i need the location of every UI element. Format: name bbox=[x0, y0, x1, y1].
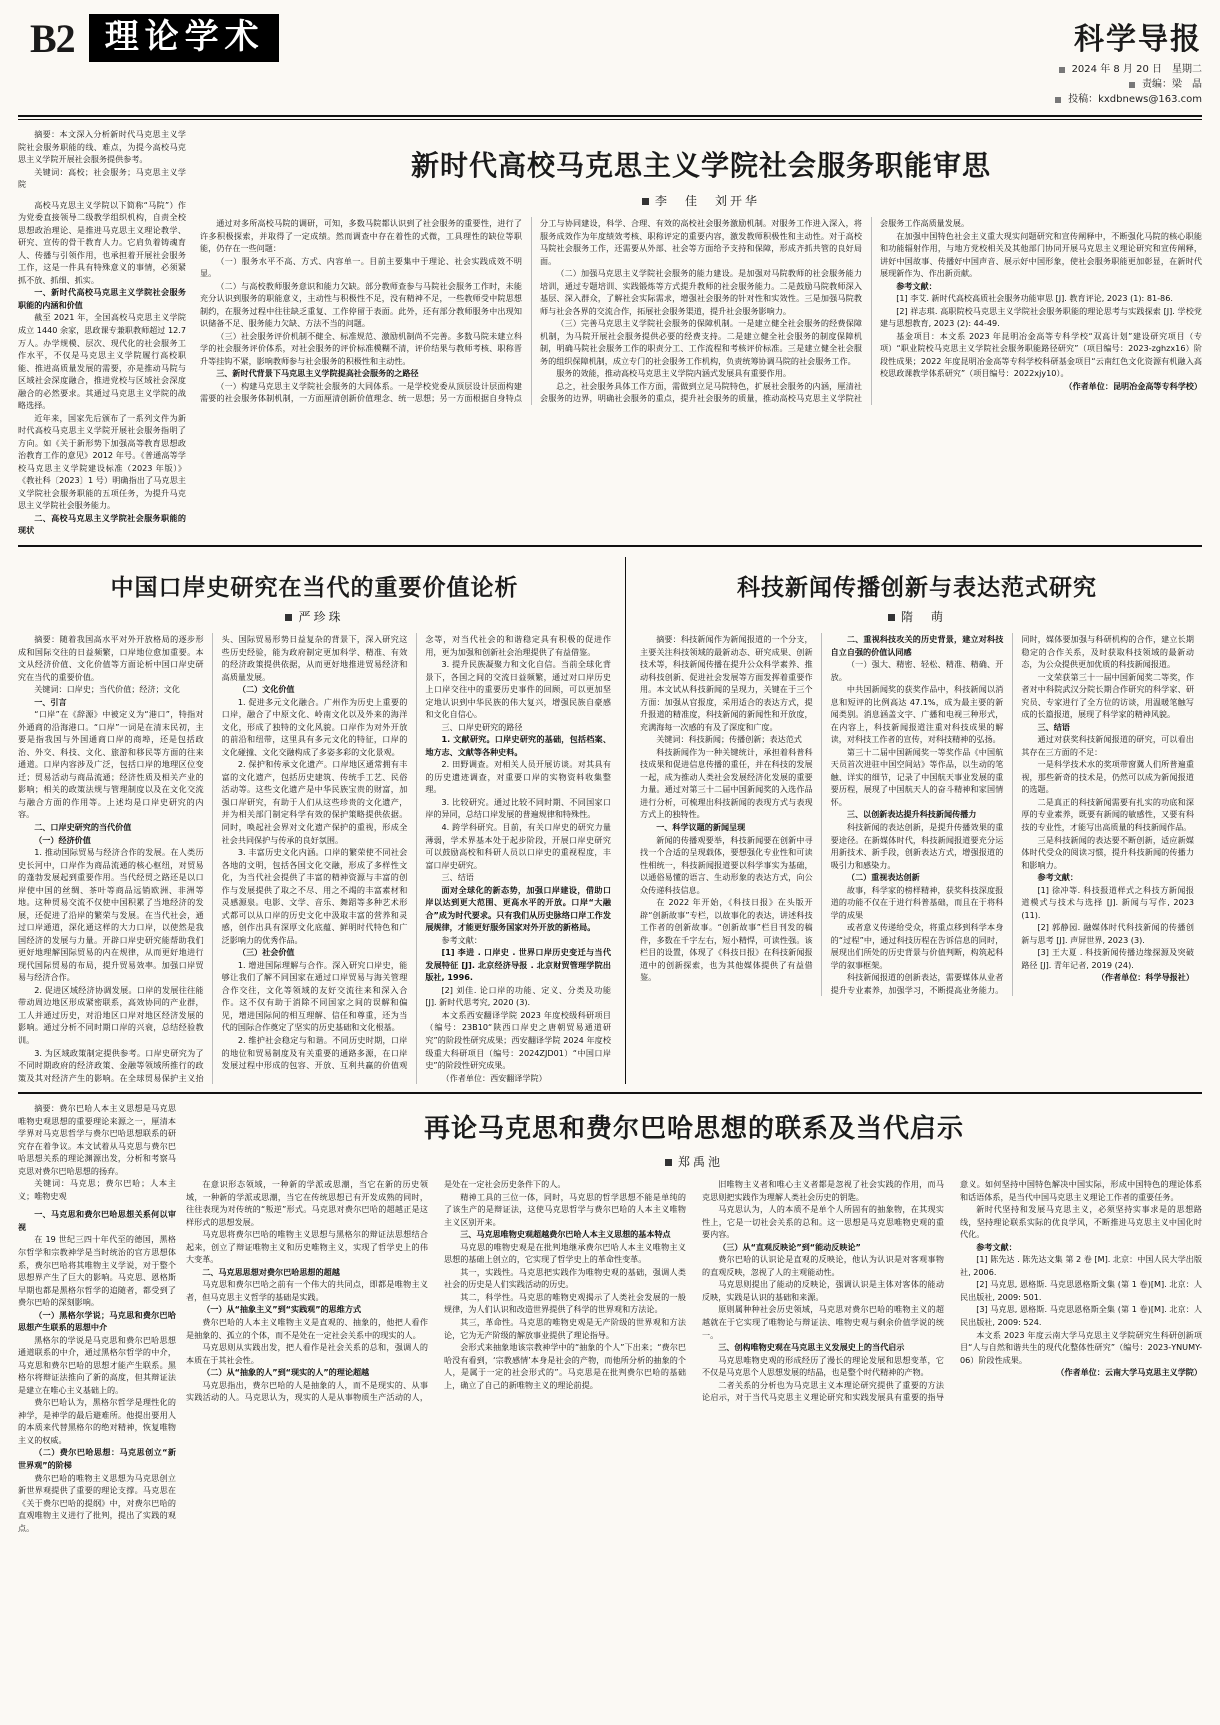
article-2-s12: 1. 增进国际理解与合作。深入研究口岸史，能够让我们了解不同国家在通过口岸贸易与海关管理合作交往，文化等领域的友好交流往来和深入合作。这不仅有助于消除不同国家之间的误解和偏见，增进国际间的相互理解、信任和尊重，还为当代的国际合作奠定了坚实的历史基础和文化根基。 bbox=[221, 959, 408, 1033]
article-1-c4-p1: 服务的效能，推动高校马克思主义学院内涵式发展具有重要作用。 bbox=[556, 368, 791, 379]
article-4-r1: 三、马克思唯物史观超越费尔巴哈人本主义思想的基本特点 bbox=[460, 1229, 671, 1240]
article-3-p2: 新闻的传播观要举，科技新闻要在创新中寻找一个合适的呈现载体，要想强化专业性和可读性相统一，科技新闻报道要以科学事实为基础，以通俗易懂的语言、生动形象的表达方式，向公众传递科技信息。 bbox=[640, 834, 813, 895]
article-2-abstract: 摘要：随着我国高水平对外开放格局的逐步形成和国际交往的日益频繁，口岸地位愈加重要。本文从经济价值、文化价值等方面论析中国口岸史研究在当代的重要价值。 bbox=[18, 634, 204, 682]
article-1-c3-p2: （二）加强马克思主义学院社会服务的能力建设。是加强对马院教师的社会服务能力培训，通过专题培训、实践锻炼等方式提升教师的社会服务能力。二是鼓励马院教师深入基层、深入群众，了解社会实际需求，增强社会服务的针对性和实效性。三是加强马院教师与社会各界的交流合作，拓展社会服务渠道，提升社会服务影响力。 bbox=[540, 268, 862, 316]
article-3-refs-head: 参考文献： bbox=[1037, 872, 1078, 883]
article-4-ref-2: [2] 马克思, 恩格斯. 马克思恩格斯文集 (第 1 卷)[M]. 北京：人民出版社, 2009: 501. bbox=[960, 1279, 1202, 1302]
article-4-s2: （一）黑格尔学说；马克思和费尔巴哈思想产生联系的思想中介 bbox=[18, 1309, 176, 1333]
article-2-s6: 3. 为区域政策制定提供参考。口岸史研究为了不同时期政府的经济政策、金融等领域所推行的政策及其对经济产生的影响。在全球贸易保护主义抬头、国际贸易形势日益复杂的背景下，深入研究这些历史经验，能为政府制定更加科学、精准、有效的经济政策提供依据，从而更好地推进贸易经济和高质量发展。 bbox=[18, 634, 408, 1083]
article-3-p3: 在 2022 年开始，《科技日报》在头版开辟“创新故事”专栏，以故事化的表达，讲述科技工作者的创新故事。“创新故事”栏目刊发的稿件，多数在千字左右，短小精悍，可读性强。该栏目的设置，体现了《科技日报》在科技新闻报道中的创新探索，也为其他媒体提供了有益借鉴。 bbox=[640, 897, 813, 983]
article-2-s20: 三、结语 bbox=[441, 872, 474, 883]
article-1-c2-p1: 通过对多所高校马院的调研，可知，多数马院都认识到了社会服务的重要性，进行了许多积极探索，并取得了一定成绩。然而调查中存在着性的式微，工具理性的缺位等职能，仍存在一些问题： bbox=[200, 218, 522, 254]
article-3 bbox=[625, 557, 1194, 1084]
editor-line: 责编：梁 晶 bbox=[1142, 79, 1202, 90]
article-2-s22: 参考文献： bbox=[441, 934, 482, 945]
article-1-main bbox=[200, 128, 1202, 537]
bullet-icon bbox=[1055, 97, 1061, 103]
article-4-abstract: 摘要：费尔巴哈人本主义思想是马克思唯物史观思想的重要理论来源之一，厘清本学界对马克思哲学与费尔巴哈思想联系的研究存在着争议。本文试着从马克思与费尔巴哈思想关系的理论渊源出发，分析和考察马克思对费尔巴哈思想的扬弃。 bbox=[18, 1103, 176, 1176]
article-2-s1: “口岸”在《辞源》中被定义为“港口”，特指对外通商的沿海港口。“口岸”一词是在清末民初，主要是指我国与外国通商口岸的商埠，还是包括政治、外交、科技、文化、旅游和移民等方面的往来通道。口岸内容涉及广泛，包括口岸的地理区位变迁；贸易活动与商品流通；经济性质及相关产业的影响；相关的政策法规与管理制度以及在文化交流与融合方面的作用等。上述均是口岸史研究的内容。 bbox=[18, 709, 204, 820]
article-1-title: 新时代高校马克思主义学院社会服务职能审思 bbox=[410, 151, 991, 182]
article-3-p4: 二、重视科技攻关的历史背景，建立对科技自立自强的价值认同感 bbox=[830, 634, 1004, 657]
article-3-ref-1: [1] 徐冲等. 科技报道样式之科技方新闻报道模式与技术与选择 [J]. 新闻与写作, 2023 (11). bbox=[1021, 884, 1194, 920]
article-3-author: 隋 萌 bbox=[900, 610, 946, 624]
article-1-c4-p2: 总之，社会服务具体工作方面，需做到立足马院特色，扩展社会服务的内涵，厘清社会服务的边界，明确社会服务的重点，提升社会服务的质量，推动高校马克思主义学院社会服务工作高质量发展。 bbox=[540, 218, 970, 404]
article-4-t4: 新时代坚持和发展马克思主义，必须坚持实事求是的思想路线，坚持理论联系实际的优良学风，不断推进马克思主义中国化时代化。 bbox=[960, 1204, 1202, 1240]
article-3-title: 科技新闻传播创新与表达范式研究 bbox=[737, 575, 1097, 600]
divider-1 bbox=[18, 545, 1202, 547]
article-4-body bbox=[186, 1178, 1202, 1404]
middle-row bbox=[18, 557, 1202, 1084]
article-2-ref-1: [2] 刘佳. 论口岸的功能、定义、分类及功能 [J]. 新时代思考究, 2020 (3). bbox=[425, 984, 611, 1008]
article-4-s7: 在意识形态领域，一种新的学派或思潮，当它在新的历史领域，一种新的学派或思潮，当它在传统思想已有开发成熟的同时，往往表现为对传统的“叛逆”形式。马克思对费尔巴哈的超越正是这样形式的思想发展。 bbox=[186, 1179, 428, 1227]
masthead bbox=[18, 14, 1202, 111]
article-4-s0: 一、马克思和费尔巴哈思想关系何以审视 bbox=[18, 1209, 176, 1232]
article-2-keywords: 关键词：口岸史；当代价值；经济；文化 bbox=[34, 684, 180, 695]
page-number: B2 bbox=[30, 15, 75, 61]
article-2-s19: 4. 跨学科研究。目前，有关口岸史的研究力量薄弱，学术界基本处于起步阶段，开展口岸史研究可以鼓励高校和科研人员以口岸史的重视程度，丰富口岸史研究。 bbox=[425, 821, 611, 870]
article-1-author: 李 佳 刘开华 bbox=[654, 194, 760, 208]
article-3-credit: （作者单位：科学导报社） bbox=[1096, 972, 1194, 983]
paper-name: 科学导报 bbox=[1074, 23, 1202, 56]
article-4-keywords: 关键词：马克思；费尔巴哈；人本主义；唯物史观 bbox=[18, 1178, 176, 1201]
masthead-right bbox=[1055, 14, 1202, 107]
section-title: 理论学术 bbox=[89, 14, 279, 62]
article-4-r11: 马克思则提出了能动的反映论，强调认识是主体对客体的能动反映，实践是认识的基础和来源。 bbox=[702, 1279, 944, 1302]
article-3-r7: 三是科技新闻的表达要不断创新，适应新媒体时代受众的阅读习惯，提升科技新闻的传播力和影响力。 bbox=[1021, 834, 1194, 870]
article-4-t1: 三、创构唯物史观在马克思主义发展史上的当代启示 bbox=[718, 1342, 905, 1353]
article-1-h2: 二、高校马克思主义学院社会服务职能的现状 bbox=[18, 512, 186, 536]
byline-mark-icon bbox=[888, 614, 895, 621]
article-4-s5: （二）费尔巴哈思想：马克思创立“新世界观”的阶梯 bbox=[18, 1447, 176, 1470]
article-2-s14: 3. 提升民族凝聚力和文化自信。当前全球化背景下，各国之间的交流日益频繁，通过对口岸历史上口岸交往中的重要历史事件的回顾，可以更加坚定地认识到中华民族的伟大复兴，增强民族自豪感和文化自信心。 bbox=[425, 659, 611, 720]
article-3-byline bbox=[640, 608, 1194, 625]
article-1-body bbox=[200, 217, 1202, 405]
article-2-s9: 2. 保护和传承文化遗产。口岸地区通常拥有丰富的文化遗产，包括历史建筑、传统手工艺、民俗活动等。这些文化遗产是中华民族宝贵的财富，加强口岸研究，有助于人们从这些珍贵的文化遗产，并为相关部门制定科学有效的保护策略提供依据。同时，唤起社会界对文化遗产保护的重视，形成全社会共同保护与传承的良好氛围。 bbox=[221, 759, 408, 845]
article-4-r8: 马克思认为，人的本质不是单个人所固有的抽象物，在其现实性上，它是一切社会关系的总和。这一思想是马克思唯物史观的重要内容。 bbox=[702, 1204, 944, 1240]
article-1-p3: 近年来，国家先后颁布了一系列文件为新时代高校马克思主义学院开展社会服务指明了方向。如《关于新形势下加强高等教育思想政治教育工作的意见》2012 年号。《普通高等学校马克思主义学院建设标准（2023 年版）》《教社科〔2023〕1 号）明确指出了马克思主义学院社会服务职能的五项任务，为提升马克思主义学院社会服务能力。 bbox=[18, 412, 186, 511]
article-1-refs-head: 参考文献： bbox=[896, 280, 937, 291]
article-1-c2-p2: （一）服务水平不高、方式、内容单一。目前主要集中于理论、社会实践成效不明显。 bbox=[200, 255, 522, 279]
article-1-c2-p4: （三）社会服务评价机制不健全、标准规范、激励机制尚不完善。多数马院未建立科学的社会服务评价体系，对社会服务的评价标准模糊不清，评价结果与教师考核、职称晋升等挂钩不紧，影响教师参与社会服务的积极性和主动性。 bbox=[200, 330, 522, 366]
article-3-ref-3: [3] 王大夏 . 科技新闻传播边缘探源及突破路径 [J]. 青年记者, 2019 (24). bbox=[1021, 947, 1194, 970]
article-1-h1: 一、新时代高校马克思主义学院社会服务职能的内涵和价值 bbox=[18, 287, 186, 310]
byline-mark-icon bbox=[285, 614, 292, 621]
article-1-byline bbox=[200, 192, 1202, 209]
article-4-t3: 二者关系的分析也为马克思主义本理论研究提供了重要的方法论启示，对于当代马克思主义理论研究和实践发展具有重要的指导意义。如何坚持中国特色解决中国实际，形成中国特色的理论体系和话语体系，是当代中国马克思主义理论工作者的重要任务。 bbox=[702, 1179, 1202, 1403]
article-3-r6: 二是真正的科技新闻需要有扎实的功底和深厚的专业素养，既要有新闻的敏感性，又要有科技的专业性，才能写出高质量的科技新闻作品。 bbox=[1021, 796, 1194, 832]
article-2-body bbox=[18, 633, 611, 1084]
byline-mark-icon bbox=[642, 198, 649, 205]
article-4-r10: 费尔巴哈的认识论是直观的反映论，他认为认识是对客观事物的直观反映，忽视了人的主观能动性。 bbox=[702, 1254, 944, 1277]
article-4-s4: 费尔巴哈认为，黑格尔哲学是理性化的神学，是神学的最后避难所。他提出要用人的本质来代替黑格尔的绝对精神，恢复唯物主义的权威。 bbox=[18, 1397, 176, 1445]
article-3-p10: （二）重视表达创新 bbox=[846, 872, 920, 883]
article-3-keywords: 关键词：科技新闻；传播创新；表达范式 bbox=[656, 734, 802, 745]
article-2-title: 中国口岸史研究在当代的重要价值论析 bbox=[110, 575, 519, 600]
article-3-p5: （一）强大、精密、轻松、精准、精确、开放。 bbox=[830, 659, 1004, 682]
article-3-p9: 科技新闻的表达创新，是提升传播效果的重要途径。在新媒体时代，科技新闻报道要充分运用新技术、新手段，创新表达方式，增强报道的吸引力和感染力。 bbox=[830, 821, 1004, 870]
article-1-ref-1: [1] 李艾. 新时代高校高质社会服务功能审思 [J]. 教育评论, 2023 (1): 81-86. bbox=[896, 293, 1173, 304]
submission-email: 投稿：kxdbnews@163.com bbox=[1068, 94, 1202, 105]
article-1-keywords: 关键词：高校；社会服务；马克思主义学院 bbox=[18, 166, 186, 190]
article-1-ref-2: [2] 祥志琪. 高职院校马克思主义学院社会服务职能的理论思考与实践探索 [J]. 学校党建与思想教育, 2023 (2): 44-49. bbox=[880, 305, 1202, 329]
article-2-byline bbox=[18, 608, 611, 625]
article-1-c3-p1: （一）构建马克思主义学院社会服务的大同体系。一是学校党委从顶层设计层面构建需要的社会服务体制机制，一方面厘清创新价值理念、统一思想；另一方面根据自身特点分工与协同建设，科学、合理、有效的高校社会服务激励机制。对服务工作进入深入，将服务成效作为年度绩效考核、职称评定的重要内容，激发教师积极性和主动性。对于高校马院社会服务工作，还需要从外部、社会等方面给予支持和保障，形成齐抓共管的良好局面。 bbox=[200, 218, 862, 404]
bullet-icon bbox=[1129, 82, 1135, 88]
article-2 bbox=[18, 557, 625, 1084]
article-4-s10: 马克思和费尔巴哈之前有一个伟大的共同点，即都是唯物主义者，但马克思主义哲学的基础是实践。 bbox=[186, 1279, 428, 1302]
issue-date: 2024 年 8 月 20 日 星期二 bbox=[1071, 64, 1202, 75]
article-4-s6: 费尔巴哈的唯物主义思想为马克思创立新世界观提供了重要的理论支撑。马克思在《关于费尔巴哈的提纲》中，对费尔巴哈的直观唯物主义进行了批判，提出了实践的观点。 bbox=[18, 1472, 176, 1533]
masthead-rule bbox=[18, 115, 1202, 117]
article-1-c2-h: 三、新时代背景下马克思主义学院提高社会服务的之路径 bbox=[216, 368, 419, 379]
article-1-fund: 基金项目：本文系 2023 年昆明冶金高等专科学校“双高计划”建设研究项目（专项）“职业院校马克思主义学院社会服务职能路径研究”（项目编号：2023-zghzx16）阶段性成果；2022 年度昆明冶金高等专科学校科研基金项目“云南红色文化资源有机融入高校思政课教学体系研究”（项目编号：2022xjy10）。 bbox=[880, 330, 1202, 379]
article-4-s12: 费尔巴哈的人本主义唯物主义是直观的、抽象的，他把人看作是抽象的、孤立的个体，而不是处在一定社会关系中的现实的人。 bbox=[186, 1316, 428, 1340]
article-4-s14: （二）从“抽象的人”到“现实的人”的理论超越 bbox=[202, 1367, 370, 1378]
article-2-s0: 一、引言 bbox=[34, 696, 67, 707]
article-3-p11: 故事，科学家的榜样精神，获奖科技深度报道的功能不仅在于进行科普基础，而且在于将科学的成果 bbox=[830, 884, 1004, 920]
article-3-r2: 一文荣获第三十一届中国新闻奖二等奖，作者对中科院武汉分院长期合作研究的科学家、研究员、专家进行了全方位的访谈，用温暖笔触写成的长篇报道，展现了科学家的精神风貌。 bbox=[1021, 671, 1194, 720]
article-2-s5: 2. 促进区域经济协调发展。口岸的发展往往能带动周边地区形成紧密联系，高效协同的产业群，工人并通过历史，对沿地区口岸对地区经济发展的影响。通过分析不同时期口岸的兴衰，总结经验教训。 bbox=[18, 984, 204, 1045]
article-4-r5: 其三，革命性。马克思的唯物史观是无产阶级的世界观和方法论，它为无产阶级的解放事业提供了理论指导。 bbox=[444, 1316, 686, 1340]
article-2-s18: 3. 比较研究。通过比较不同时期、不同国家口岸的异同，总结口岸发展的普遍规律和特殊性。 bbox=[425, 796, 611, 820]
masthead-left bbox=[18, 14, 279, 62]
article-4-s13: 马克思则从实践出发，把人看作是社会关系的总和，强调人的本质在于其社会性。 bbox=[186, 1342, 428, 1365]
article-2-s3: （一）经济价值 bbox=[34, 834, 91, 845]
article-2-ref-2: 本文系西安翻译学院 2023 年度校级科研项目（编号：23B10“陕西口岸史之唐朝贸易通道研究”的阶段性研究成果；西安翻译学院 2024 年度校级重大科研项目（编号：2024ZJD01）“中国口岸史”的阶段性研究成果。 bbox=[425, 1009, 611, 1071]
article-2-s17: 2. 田野调查。对相关人员开展访谈。对其具有的历史遗迹调查，对重要口岸的实物资料收集整理。 bbox=[425, 759, 611, 795]
article-4-author: 郑禹池 bbox=[677, 1155, 723, 1170]
article-1 bbox=[18, 128, 1202, 537]
article-3-r4: 通过对获奖科技新闻报道的研究，可以看出其存在三方面的不足： bbox=[1021, 734, 1194, 757]
article-1-p2: 截至 2021 年，全国高校马克思主义学院成立 1440 余家，思政课专兼职教师超过 12.7 万人。办学规模、层次、现代化的社会服务工作水平，不仅是马克思主义学院履行高校职能、推进高质量发展的需要，亦是推动马院与区域社会深度融合，推进党校与区域社会深度融合的必然要求。其通过马克思主义学院的战略选择。 bbox=[18, 312, 186, 411]
article-3-body bbox=[640, 633, 1194, 996]
article-4-r3: 其一，实践性。马克思把实践作为唯物史观的基础，强调人类社会的历史是人们实践活动的历史。 bbox=[444, 1266, 686, 1290]
article-2-s13: 2. 维护社会稳定与和谐。不同历史时期，口岸的地位和贸易制度及有关重要的通路多源，在口岸发展过程中形成的包容、开放、互利共赢的价值观念等，对当代社会的和谐稳定具有积极的促进作用，更为加强和创新社会治理提供了有益借鉴。 bbox=[221, 634, 611, 1071]
byline-mark-icon bbox=[665, 1159, 672, 1166]
article-3-r5: 一是科学技术水的奖项带窗冀人们所普遍重视，那些新奇的技术是，仍然可以成为新闻报道的选题。 bbox=[1021, 759, 1194, 795]
article-4-r6: 会形式来抽象地该宗教神学中的“抽象的个人”下出来；“费尔巴哈没有看到，‘宗教感情’本身是社会的产物，而他所分析的抽象的个人，是属于一定的社会形式的”。马克思是在批判费尔巴哈的基础上，确立了自己的新唯物主义的理论前提。 bbox=[444, 1342, 686, 1390]
article-2-author: 严珍珠 bbox=[298, 610, 344, 624]
article-1-credit: （作者单位：昆明冶金高等专科学校） bbox=[1064, 380, 1202, 391]
article-4-s15: 马克思指出，费尔巴哈的人是抽象的人，而不是现实的、从事实践活动的人。马克思认为，现实的人是从事物质生产活动的人，是处在一定社会历史条件下的人。 bbox=[186, 1179, 566, 1403]
article-3-abstract: 摘要：科技新闻作为新闻报道的一个分支，主要关注科技领域的最新动态、研究成果、创新技术等，科技新闻传播在提升公众科学素养、推动科技创新、促进社会发展等方面发挥着重要作用。本文试从科技新闻的呈现力，关键在于三个方面：加强从官报度，采用适合的表达方式，提升报道的精准度，科技新闻的新闻性和开放度，充满海每一次感的有及了深度和广度。 bbox=[640, 634, 813, 732]
article-4-ref-1: [1] 陈先达 . 陈先达文集 第 2 卷 [M]. 北京：中国人民大学出版社, 2006. bbox=[960, 1254, 1202, 1277]
article-1-c4-p3: 在加强中国特色社会主义重大现实问题研究和宣传阐释中，不断强化马院的核心职能和功能辐射作用，与地方党校相关及其他部门协同开展马克思主义理论研究和宣传阐释，讲好中国故事、传播好中国声音、展示好中国形象，使社会服务职能更加彰显，在新时代展现新作为、作出新贡献。 bbox=[880, 230, 1202, 279]
article-2-s21: 面对全球化的新态势，加强口岸建设，借助口岸以达到更大范围、更高水平的开放。口岸“大融合”成为时代要求。只有我们从历史脉络口岸工作发展规律，才能更好服务国家对外开放的新格局。 bbox=[425, 884, 611, 933]
article-2-fund: （作者单位：西安翻译学院） bbox=[441, 1072, 547, 1083]
article-3-p7: 第三十二届中国新闻奖一等奖作品《中国航天员首次进驻中国空间站》等作品，以生动的笔触、详实的细节，记录了中国航天事业发展的重要历程，展现了中国航天人的奋斗精神和家国情怀。 bbox=[830, 746, 1004, 807]
article-4-s3: 黑格尔的学说是马克思和费尔巴哈思想通道联系的中介，通过黑格尔哲学的中介，马克思和费尔巴哈的思想才能产生联系。黑格尔将辩证法推向了新的高度，但其辩证法是建立在唯心主义基础上的。 bbox=[18, 1334, 176, 1395]
masthead-meta bbox=[1055, 62, 1202, 107]
article-4-r0: 精神工具的三位一体，同时，马克思的哲学思想不能是单纯的了该生产的是辩证法，这使马克思哲学与费尔巴哈的人本主义唯物主义区别开来。 bbox=[444, 1191, 686, 1227]
article-4-abstract-col bbox=[18, 1102, 186, 1534]
article-2-s15: 三、口岸史研究的路径 bbox=[441, 721, 523, 732]
article-3-p0: 科技新闻作为一种关键统计，承担着科普科技成果和促进信息传播的重任，并在科技的发展一起，成为推动人类社会发展经济化发展的重要力量。通过对第三十二届中国新闻奖的入选作品进行分析，可梳理出科技新闻的表现方式与表现方式上的独特性。 bbox=[640, 746, 813, 820]
article-4-t2: 马克思唯物史观的形成经历了漫长的理论发展和思想变革，它不仅是马克思个人思想发展的结晶，也是整个时代精神的产物。 bbox=[702, 1354, 944, 1378]
article-4-t0: 原则属种种社会历史领域，马克思对费尔巴哈的唯物主义的超越就在于它实现了唯物论与辩证法、唯物史观与剩余价值学说的统一。 bbox=[702, 1304, 944, 1340]
article-4-s9: 二、马克思思想对费尔巴哈思想的超越 bbox=[202, 1266, 340, 1277]
article-3-p6: 中共国新闻奖的获奖作品中，科技新闻以消息和短评的比例高达 47.1%，成为最主要的新闻类别。消息涵盖文字、广播和电视三种形式，在内容上，科技新闻报道注重对科技成果的解读，对科技工作者的宣传，对科技精神的弘扬。 bbox=[830, 684, 1004, 745]
article-4-s8: 马克思将费尔巴哈的唯物主义思想与黑格尔的辩证法思想结合起来，创立了辩证唯物主义和历史唯物主义，实现了哲学史上的伟大变革。 bbox=[186, 1229, 428, 1265]
article-1-c3-p3: （三）完善马克思主义学院社会服务的保障机制。一是建立健全社会服务的经费保障机制，为马院开展社会服务提供必要的经费支持。二是建立健全社会服务的制度保障机制，明确马院社会服务工作的职责分工、工作流程和考核评价标准。三是建立健全社会服务的组织保障机制，成立专门的社会服务工作机构，负责统筹协调马院的社会服务工作。 bbox=[540, 318, 862, 366]
article-4-s1: 在 19 世纪三四十年代至的德国，黑格尔哲学和宗教神学是当时统治的官方思想体系，费尔巴哈将其唯物主义学说，对于整个思想界产生了巨大的影响。马克思、恩格斯早期也都是黑格尔哲学的追随者，都受到了费尔巴哈的深刻影响。 bbox=[18, 1234, 176, 1308]
article-4-byline bbox=[186, 1153, 1202, 1170]
article-3-p1: 一、科学议题的新闻呈现 bbox=[656, 821, 746, 832]
article-2-s7: （二）文化价值 bbox=[237, 684, 295, 695]
article-1-c2-p3: （二）与高校教师服务意识和能力欠缺。部分教师查参与马院社会服务工作时，未能充分认识到服务的职能意义，主动性与积极性不足，没有精神不足，一些教师受中院思想制约，在服务过程中往往缺乏重复、工作停留于表面。此外，还有部分教师服务中出现知识储备不足、服务能力欠缺、方法不当的问题。 bbox=[200, 280, 522, 329]
article-3-r3: 三、结语 bbox=[1037, 721, 1070, 732]
article-4 bbox=[18, 1102, 1202, 1534]
divider-2 bbox=[18, 1092, 1202, 1094]
article-4-r7: 旧唯物主义者和唯心主义者都是忽视了社会实践的作用，而马克思则把实践作为理解人类社会历史的钥匙。 bbox=[702, 1179, 944, 1202]
article-4-title: 再论马克思和费尔巴哈思想的联系及当代启示 bbox=[423, 1114, 964, 1144]
article-3-p8: 三、以创新表达提升科技新闻传播力 bbox=[846, 809, 977, 820]
article-4-s11: （一）从“抽象主义”到“实践观”的思维方式 bbox=[202, 1304, 362, 1315]
article-1-p1: 高校马克思主义学院以下简称“马院”）作为党委直接领导二级教学组织机构，自责全校思想政治理论、是推进马克思主义理论教学、研究、宣传的骨干教育人力。它肩负着铸魂育人、传播与引领作用，也承担着开展社会服务工作，这是一件具有特殊意义的事情，必须紧抓不放、抓细、抓实。 bbox=[18, 199, 186, 285]
article-2-refs-head: [1] 李进 . 口岸史 . 世界口岸历史变迁与当代发展特征 [J]. 北京经济导报 . 北京财贸管理学院出版社, 1996. bbox=[425, 947, 611, 983]
article-3-r1: 科技新闻报道的创新表达，需要媒体从业者提升专业素养，加强学习，不断提高业务能力。同时，媒体要加强与科研机构的合作，建立长期稳定的合作关系，及时获取科技领域的最新动态，为公众提供更加优质的科技新闻报道。 bbox=[830, 634, 1194, 995]
masthead-rule-2 bbox=[18, 119, 1202, 120]
bullet-icon bbox=[1059, 67, 1065, 73]
article-4-credit: （作者单位：云南大学马克思主义学院） bbox=[1056, 1367, 1202, 1378]
article-4-r9: （三）从“直观反映论”到“能动反映论” bbox=[718, 1241, 861, 1252]
article-4-ref-3: [3] 马克思, 恩格斯. 马克思恩格斯全集 (第 1 卷)[M]. 北京：人民出版社, 2009: 524. bbox=[960, 1304, 1202, 1327]
article-4-main bbox=[186, 1102, 1202, 1534]
article-2-s11: （三）社会价值 bbox=[237, 947, 295, 958]
article-2-s8: 1. 促进多元文化融合。广州作为历史上重要的口岸，融合了中原文化、岭南文化以及外来的海洋文化，形成了独特的文化风貌。口岸作为对外开放的前沿和纽带，这里具有多元文化的特征，口岸的文化碰撞、文化交融构成了多姿多彩的文化景观。 bbox=[221, 696, 408, 757]
article-2-s10: 3. 丰富历史文化内涵。口岸的繁荣使不同社会各地的文明，包括各国文化交融，形成了多样性文化，为当代社会提供了丰富的精神资源与丰富的创作与发展提供了取之不尽、用之不竭的丰富素材和灵感源泉。电影、文学、音乐、舞蹈等多种艺术形式都可以从口岸的历史文化中汲取丰富的营养和灵感，创作出具有深厚文化底蕴、鲜明时代特色和广泛影响力的优秀作品。 bbox=[221, 847, 408, 945]
article-1-abstract-col bbox=[18, 128, 186, 537]
article-3-r0: 或者意义传递给受众，将重点移到科学本身的“过程”中，通过科技历程在告诉信息的同时，展现出们所处的历史背景与价值判断，构筑起科学的叙事框架。 bbox=[830, 922, 1004, 970]
article-4-refs-head: 参考文献： bbox=[976, 1241, 1017, 1252]
article-1-abstract: 摘要：本文深入分析新时代马克思主义学院社会服务职能的线、难点，为提今高校马克思主义学院开展社会服务提供参考。 bbox=[18, 129, 186, 165]
article-4-r2: 马克思的唯物史观是在批判地继承费尔巴哈人本主义唯物主义思想的基础上创立的，它实现了哲学史上的革命性变革。 bbox=[444, 1241, 686, 1265]
article-3-ref-2: [2] 郭静园. 融媒体时代科技新闻的传播创新与思考 [J]. 声屏世界, 2023 (3). bbox=[1021, 922, 1194, 945]
article-2-s16: 1. 文献研究。口岸史研究的基础，包括档案、地方志、文献等各种史料。 bbox=[425, 734, 611, 757]
article-4-fund: 本文系 2023 年度云南大学马克思主义学院研究生科研创新项目“人与自然和谐共生的现代化整体性研究”（编号：2023-YNUMY-06）阶段性成果。 bbox=[960, 1329, 1202, 1365]
article-2-s4: 1. 推动国际贸易与经济合作的发展。在人类历史长河中，口岸作为商品流通的核心枢纽，对贸易的蓬勃发展起到重要作用。当代经贸之路还是以口岸使中国的丝绸、茶叶等商品远销欧洲、非洲等地。这种贸易交流不仅使中国积累了当地经济的发展，还促进了沿岸的繁荣与发展。在当代社会，通过口岸通道，深化通这样的大力口岸，以使然是我国经济的发展与力量。开辟口岸史研究能帮助我们更好地理解国际贸易的内在规律，从而更好地进行现代国际贸易的布局，提升贸易效率。加强口岸贸易与经济合作。 bbox=[18, 847, 204, 983]
article-4-r4: 其二，科学性。马克思的唯物史观揭示了人类社会发展的一般规律，为人们认识和改造世界提供了科学的世界观和方法论。 bbox=[444, 1291, 686, 1315]
article-2-s2: 二、口岸史研究的当代价值 bbox=[34, 821, 132, 832]
